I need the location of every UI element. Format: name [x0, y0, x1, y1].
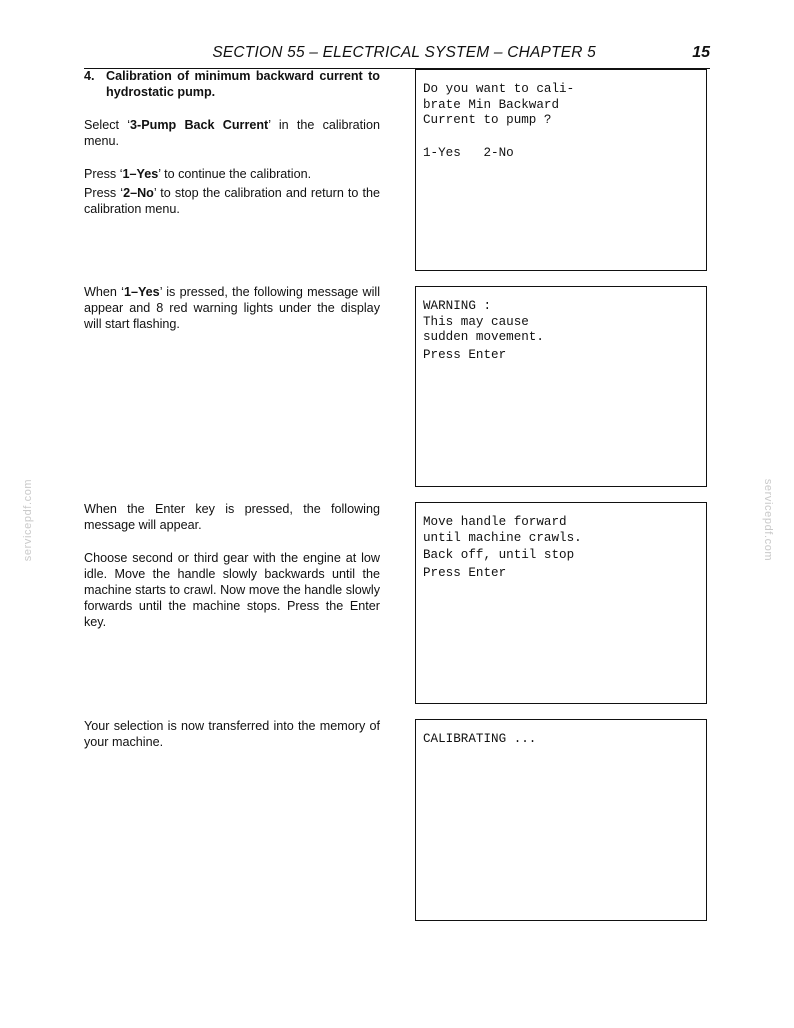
when-yes-text	[84, 284, 380, 332]
screen-line: This may cause	[423, 314, 529, 329]
screen-line: WARNING :	[423, 299, 492, 313]
screen-line: Do you want to cali-	[423, 82, 575, 96]
screen-line: until machine crawls.	[423, 530, 582, 545]
press-no-bold: 2–No	[123, 186, 154, 200]
step-block-1	[84, 68, 380, 217]
press-no-pre: Press ‘	[84, 186, 124, 200]
screen-line: Press Enter	[423, 565, 507, 580]
press-no-post: ’ to stop the calibration and return to the calibration menu.	[84, 186, 380, 216]
screen-line: Press Enter	[423, 347, 507, 362]
display-screen-calibrating	[415, 719, 707, 921]
when-yes-post: ’ is pressed, the following message will appear and 8 red warning lights under the display will start flashing.	[84, 285, 380, 331]
watermark-left: servicepdf.com	[22, 478, 34, 562]
step-block-4	[84, 718, 380, 750]
press-yes-instruction	[84, 166, 380, 182]
display-screen-warning	[415, 286, 707, 487]
section-title: SECTION 55 – ELECTRICAL SYSTEM – CHAPTER 5	[212, 44, 596, 61]
press-yes-post: ’ to continue the calibration.	[158, 167, 312, 181]
screen-line: Move handle forward	[423, 515, 567, 529]
select-post: ’ in the calibration menu.	[84, 118, 380, 148]
transferred-text: Your selection is now transferred into the memory of your machine.	[84, 719, 380, 749]
display-screen-confirm	[415, 69, 707, 271]
press-no-instruction	[84, 185, 380, 217]
screen-line: Current to pump ?	[423, 113, 552, 128]
screen-line: sudden movement.	[423, 330, 544, 345]
display-screen-move-handle	[415, 502, 707, 704]
step-block-2	[84, 284, 380, 332]
step-title: Calibration of minimum backward current to hydrostatic pump.	[106, 69, 380, 99]
step-heading	[84, 68, 380, 100]
step-number: 4.	[84, 69, 95, 83]
screen-line: 1-Yes 2-No	[423, 145, 514, 160]
when-yes-pre: When ‘	[84, 285, 124, 299]
press-yes-bold: 1–Yes	[122, 167, 159, 181]
step-block-3	[84, 501, 380, 630]
when-yes-bold: 1–Yes	[123, 285, 160, 299]
screen-line: brate Min Backward	[423, 97, 560, 112]
choose-gear-text: Choose second or third gear with the engine at low idle. Move the handle slowly backwards until the machine starts to crawl. Now move the handle slowly forwards until the machine stops. Press the Enter key.	[84, 551, 380, 629]
select-bold: 3-Pump Back Current	[130, 118, 269, 132]
select-instruction	[84, 117, 380, 149]
press-yes-pre: Press ‘	[84, 167, 123, 181]
screen-line: CALIBRATING ...	[423, 732, 537, 746]
select-pre: Select ‘	[84, 118, 131, 132]
watermark-right: servicepdf.com	[762, 478, 774, 562]
screen-line: Back off, until stop	[423, 548, 575, 563]
page-header	[84, 44, 710, 69]
page-number: 15	[692, 44, 710, 61]
enter-pressed-text: When the Enter key is pressed, the following message will appear.	[84, 502, 380, 532]
